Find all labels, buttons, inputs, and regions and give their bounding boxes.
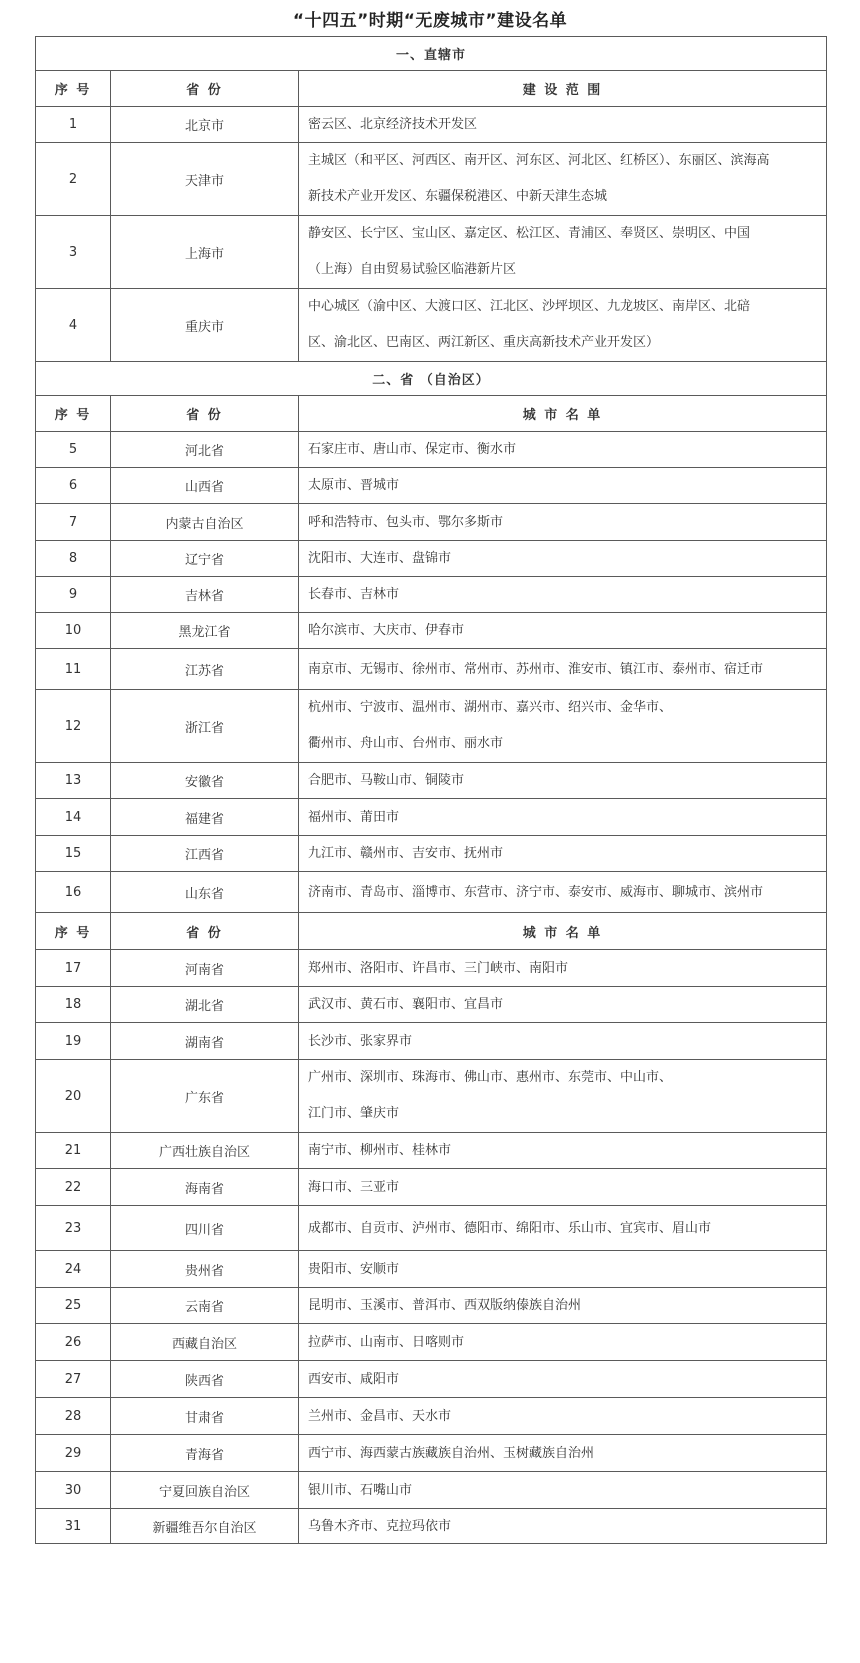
header-no: 序 号 xyxy=(36,396,111,432)
scope-line: 石家庄市、唐山市、保定市、衡水市 xyxy=(308,441,517,457)
table-row xyxy=(36,1251,827,1288)
province-name: 江苏省 xyxy=(111,649,299,690)
row-number: 4 xyxy=(36,289,111,362)
province-name: 福建省 xyxy=(111,799,299,836)
table-row xyxy=(36,1206,827,1251)
province-name: 山西省 xyxy=(111,468,299,504)
scope-cell xyxy=(299,836,827,872)
scope-line: 济南市、青岛市、淄博市、东营市、济宁市、泰安市、威海市、聊城市、滨州市 xyxy=(308,884,764,900)
scope-cell xyxy=(299,950,827,987)
scope-line: 拉萨市、山南市、日喀则市 xyxy=(308,1334,465,1350)
row-number: 14 xyxy=(36,799,111,836)
row-number: 22 xyxy=(36,1169,111,1206)
scope-line: 合肥市、马鞍山市、铜陵市 xyxy=(308,772,465,788)
province-name: 山东省 xyxy=(111,872,299,913)
table-row xyxy=(36,1324,827,1361)
header-scope: 城 市 名 单 xyxy=(299,913,827,950)
table-row xyxy=(36,1288,827,1324)
table-row xyxy=(36,836,827,872)
row-number: 31 xyxy=(36,1509,111,1544)
scope-cell xyxy=(299,987,827,1023)
row-number: 16 xyxy=(36,872,111,913)
province-name: 四川省 xyxy=(111,1206,299,1251)
table-header-row xyxy=(36,913,827,950)
province-name: 河南省 xyxy=(111,950,299,987)
table-row xyxy=(36,432,827,468)
scope-line: 静安区、长宁区、宝山区、嘉定区、松江区、青浦区、奉贤区、崇明区、中国 xyxy=(308,226,751,241)
table-row xyxy=(36,1133,827,1169)
scope-cell xyxy=(299,1206,827,1251)
scope-cell xyxy=(299,649,827,690)
scope-cell xyxy=(299,1324,827,1361)
province-name: 天津市 xyxy=(111,143,299,216)
scope-cell xyxy=(299,1133,827,1169)
scope-line: 密云区、北京经济技术开发区 xyxy=(308,116,478,132)
row-number: 20 xyxy=(36,1060,111,1133)
table-row xyxy=(36,468,827,504)
row-number: 23 xyxy=(36,1206,111,1251)
scope-line: 太原市、晋城市 xyxy=(308,477,400,493)
table-row xyxy=(36,1398,827,1435)
row-number: 26 xyxy=(36,1324,111,1361)
scope-line: 沈阳市、大连市、盘锦市 xyxy=(308,550,452,566)
province-name: 西藏自治区 xyxy=(111,1324,299,1361)
scope-cell xyxy=(299,1251,827,1288)
province-name: 广东省 xyxy=(111,1060,299,1133)
scope-cell xyxy=(299,1509,827,1544)
scope-cell xyxy=(299,107,827,143)
scope-line: 福州市、莆田市 xyxy=(308,809,400,825)
table-row xyxy=(36,1509,827,1544)
row-number: 29 xyxy=(36,1435,111,1472)
section-row xyxy=(36,362,827,396)
province-name: 吉林省 xyxy=(111,577,299,613)
scope-line: 主城区（和平区、河西区、南开区、河东区、河北区、红桥区）、东丽区、滨海高 xyxy=(308,153,770,168)
province-name: 海南省 xyxy=(111,1169,299,1206)
row-number: 2 xyxy=(36,143,111,216)
province-name: 湖南省 xyxy=(111,1023,299,1060)
table-row xyxy=(36,950,827,987)
row-number: 17 xyxy=(36,950,111,987)
scope-line: 贵阳市、安顺市 xyxy=(308,1261,400,1277)
scope-cell xyxy=(299,143,827,216)
header-no: 序 号 xyxy=(36,71,111,107)
province-name: 宁夏回族自治区 xyxy=(111,1472,299,1509)
row-number: 18 xyxy=(36,987,111,1023)
scope-line: 武汉市、黄石市、襄阳市、宜昌市 xyxy=(308,996,504,1012)
row-number: 27 xyxy=(36,1361,111,1398)
scope-line: 长春市、吉林市 xyxy=(308,586,400,602)
row-number: 5 xyxy=(36,432,111,468)
city-list-table xyxy=(35,36,827,1544)
scope-line: 成都市、自贡市、泸州市、德阳市、绵阳市、乐山市、宜宾市、眉山市 xyxy=(308,1220,712,1236)
scope-cell xyxy=(299,1361,827,1398)
province-name: 青海省 xyxy=(111,1435,299,1472)
header-scope: 城 市 名 单 xyxy=(299,396,827,432)
table-row xyxy=(36,289,827,362)
province-name: 陕西省 xyxy=(111,1361,299,1398)
row-number: 24 xyxy=(36,1251,111,1288)
row-number: 9 xyxy=(36,577,111,613)
scope-cell xyxy=(299,468,827,504)
province-name: 甘肃省 xyxy=(111,1398,299,1435)
table-row xyxy=(36,1435,827,1472)
header-province: 省 份 xyxy=(111,913,299,950)
scope-line: 江门市、肇庆市 xyxy=(308,1106,400,1121)
row-number: 28 xyxy=(36,1398,111,1435)
scope-line: 昆明市、玉溪市、普洱市、西双版纳傣族自治州 xyxy=(308,1297,582,1313)
scope-cell xyxy=(299,289,827,362)
table-row xyxy=(36,577,827,613)
province-name: 辽宁省 xyxy=(111,541,299,577)
row-number: 13 xyxy=(36,763,111,799)
province-name: 北京市 xyxy=(111,107,299,143)
table-header-row xyxy=(36,71,827,107)
scope-cell xyxy=(299,690,827,763)
scope-line: 银川市、石嘴山市 xyxy=(308,1482,413,1498)
province-name: 安徽省 xyxy=(111,763,299,799)
scope-line: 兰州市、金昌市、天水市 xyxy=(308,1408,452,1424)
scope-line: 新技术产业开发区、东疆保税港区、中新天津生态城 xyxy=(308,189,608,204)
section-row xyxy=(36,37,827,71)
scope-cell xyxy=(299,1288,827,1324)
document-title: “十四五”时期“无废城市”建设名单 xyxy=(292,11,568,31)
row-number: 3 xyxy=(36,216,111,289)
header-no: 序 号 xyxy=(36,913,111,950)
scope-cell xyxy=(299,1169,827,1206)
header-province: 省 份 xyxy=(111,71,299,107)
scope-cell xyxy=(299,799,827,836)
scope-line: 郑州市、洛阳市、许昌市、三门峡市、南阳市 xyxy=(308,960,569,976)
scope-cell xyxy=(299,1472,827,1509)
row-number: 7 xyxy=(36,504,111,541)
table-row xyxy=(36,1472,827,1509)
province-name: 贵州省 xyxy=(111,1251,299,1288)
province-name: 黑龙江省 xyxy=(111,613,299,649)
row-number: 8 xyxy=(36,541,111,577)
scope-cell xyxy=(299,872,827,913)
row-number: 25 xyxy=(36,1288,111,1324)
scope-cell xyxy=(299,613,827,649)
table-row xyxy=(36,987,827,1023)
table-header-row xyxy=(36,396,827,432)
table-row xyxy=(36,216,827,289)
province-name: 湖北省 xyxy=(111,987,299,1023)
province-name: 江西省 xyxy=(111,836,299,872)
table-row xyxy=(36,143,827,216)
scope-line: 杭州市、宁波市、温州市、湖州市、嘉兴市、绍兴市、金华市、 xyxy=(308,700,673,715)
row-number: 30 xyxy=(36,1472,111,1509)
table-row xyxy=(36,1169,827,1206)
row-number: 15 xyxy=(36,836,111,872)
table-row xyxy=(36,763,827,799)
row-number: 10 xyxy=(36,613,111,649)
scope-cell xyxy=(299,1060,827,1133)
table-row xyxy=(36,1361,827,1398)
table-row xyxy=(36,504,827,541)
scope-cell xyxy=(299,1435,827,1472)
table-row xyxy=(36,649,827,690)
table-row xyxy=(36,690,827,763)
table-row xyxy=(36,872,827,913)
scope-line: 乌鲁木齐市、克拉玛依市 xyxy=(308,1518,452,1534)
row-number: 12 xyxy=(36,690,111,763)
header-scope: 建 设 范 围 xyxy=(299,71,827,107)
scope-line: 区、渝北区、巴南区、两江新区、重庆高新技术产业开发区） xyxy=(308,335,660,350)
province-name: 内蒙古自治区 xyxy=(111,504,299,541)
scope-cell xyxy=(299,1023,827,1060)
scope-line: （上海）自由贸易试验区临港新片区 xyxy=(308,262,517,277)
province-name: 重庆市 xyxy=(111,289,299,362)
scope-cell xyxy=(299,504,827,541)
row-number: 11 xyxy=(36,649,111,690)
scope-line: 南京市、无锡市、徐州市、常州市、苏州市、淮安市、镇江市、泰州市、宿迁市 xyxy=(308,661,764,677)
row-number: 21 xyxy=(36,1133,111,1169)
province-name: 浙江省 xyxy=(111,690,299,763)
scope-line: 呼和浩特市、包头市、鄂尔多斯市 xyxy=(308,514,504,530)
scope-cell xyxy=(299,1398,827,1435)
row-number: 6 xyxy=(36,468,111,504)
scope-cell xyxy=(299,216,827,289)
scope-cell xyxy=(299,577,827,613)
table-row xyxy=(36,1060,827,1133)
table-row xyxy=(36,541,827,577)
scope-cell xyxy=(299,763,827,799)
table-row xyxy=(36,1023,827,1060)
province-name: 河北省 xyxy=(111,432,299,468)
table-row xyxy=(36,799,827,836)
scope-line: 衢州市、舟山市、台州市、丽水市 xyxy=(308,736,504,751)
scope-line: 长沙市、张家界市 xyxy=(308,1033,413,1049)
table-row xyxy=(36,107,827,143)
province-name: 云南省 xyxy=(111,1288,299,1324)
scope-line: 西宁市、海西蒙古族藏族自治州、玉树藏族自治州 xyxy=(308,1445,595,1461)
section-title: 二、省 （自治区） xyxy=(36,362,827,396)
scope-line: 中心城区（渝中区、大渡口区、江北区、沙坪坝区、九龙坡区、南岸区、北碚 xyxy=(308,299,751,314)
scope-line: 哈尔滨市、大庆市、伊春市 xyxy=(308,622,465,638)
row-number: 19 xyxy=(36,1023,111,1060)
scope-line: 九江市、赣州市、吉安市、抚州市 xyxy=(308,845,504,861)
scope-line: 广州市、深圳市、珠海市、佛山市、惠州市、东莞市、中山市、 xyxy=(308,1070,673,1085)
province-name: 广西壮族自治区 xyxy=(111,1133,299,1169)
row-number: 1 xyxy=(36,107,111,143)
table-row xyxy=(36,613,827,649)
province-name: 新疆维吾尔自治区 xyxy=(111,1509,299,1544)
section-title: 一、直辖市 xyxy=(36,37,827,71)
scope-cell xyxy=(299,541,827,577)
scope-cell xyxy=(299,432,827,468)
scope-line: 海口市、三亚市 xyxy=(308,1179,400,1195)
scope-line: 西安市、咸阳市 xyxy=(308,1371,400,1387)
scope-line: 南宁市、柳州市、桂林市 xyxy=(308,1142,452,1158)
header-province: 省 份 xyxy=(111,396,299,432)
province-name: 上海市 xyxy=(111,216,299,289)
